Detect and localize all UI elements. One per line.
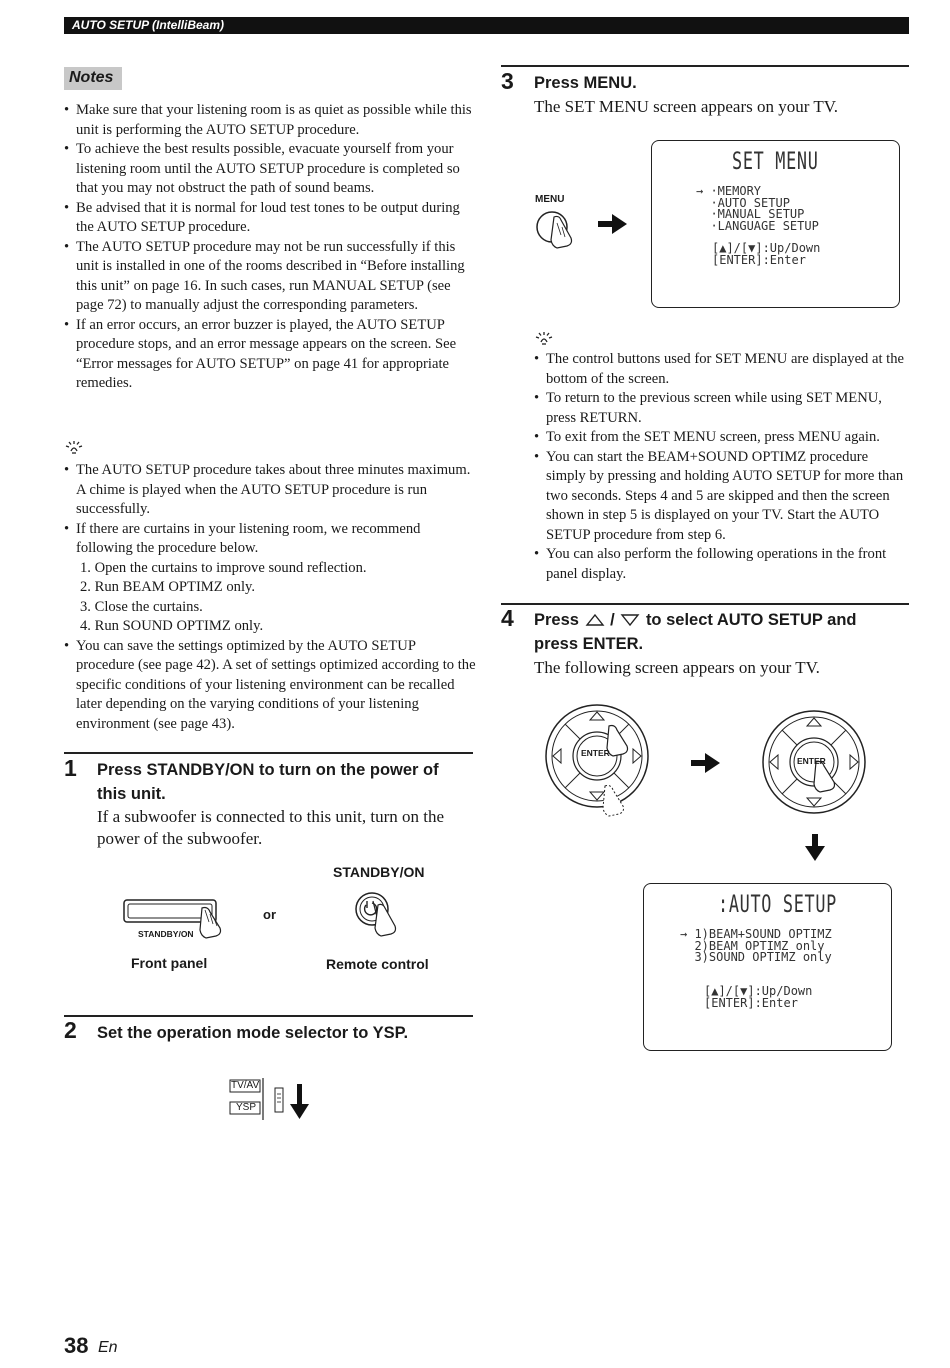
enter-button-label: ENTER: [797, 756, 826, 766]
step1-body: If a subwoofer is connected to this unit, turn on the power of the subwoofer.: [97, 807, 445, 848]
step3-number: 3: [501, 68, 514, 94]
auto-setup-screen-title: :AUTO SETUP: [718, 890, 837, 918]
step3-body: The SET MENU screen appears on your TV.: [534, 97, 839, 116]
step2-number: 2: [64, 1017, 77, 1043]
auto-setup-screen-controls: [▲]/[▼]:Up/Down [ENTER]:Enter: [704, 984, 813, 1010]
step1-heading: Press STANDBY/ON to turn on the power of this unit.: [97, 761, 439, 803]
switch-label-tvav: TV/AV: [231, 1080, 260, 1091]
step1-rule: [64, 752, 473, 754]
switch-label-ysp: YSP: [236, 1102, 257, 1113]
menu-button-illustration: [532, 207, 582, 259]
step4-body: The following screen appears on your TV.: [534, 658, 820, 677]
standby-on-label: STANDBY/ON: [333, 864, 425, 880]
step4-heading-slash: /: [610, 611, 615, 629]
note-item: • The AUTO SETUP procedure may not be run successfully if this unit is installed in one of the rooms described in “Before installing this unit” on page 16. In such cases, run MANUAL SETUP (see page 72) to manually adjust the corresponding parameters.: [64, 238, 476, 316]
or-label: or: [263, 907, 276, 922]
page-number: 38: [64, 1333, 89, 1358]
notes-tag: [64, 67, 122, 90]
set-menu-tv-screen: [651, 140, 900, 308]
procedure-step: 2. Run BEAM OPTIMZ only.: [80, 579, 255, 595]
step4-heading: [534, 608, 909, 656]
step4-heading-line2: press ENTER.: [534, 635, 644, 653]
page-language: En: [98, 1339, 118, 1356]
step3-heading: Press MENU.: [534, 74, 637, 92]
note-item: • Make sure that your listening room is as quiet as possible while this unit is performing the AUTO SETUP procedure.: [64, 101, 476, 140]
step2-heading: Set the operation mode selector to YSP.: [97, 1024, 409, 1042]
down-arrow-icon: [805, 834, 825, 862]
set-menu-screen-title: SET MENU: [732, 147, 819, 175]
auto-setup-screen-items: → 1)BEAM+SOUND OPTIMZ 2)BEAM OPTIMZ only 3)SOUND OPTIMZ only: [680, 927, 832, 964]
tip-bulb-icon: [64, 441, 84, 455]
step4-rule: [501, 603, 909, 605]
tip-item: • If there are curtains in your listening room, we recommend following the procedure below.: [64, 520, 476, 559]
step1-number: 1: [64, 755, 77, 781]
auto-setup-tv-screen: [643, 883, 892, 1051]
tip-item: • The control buttons used for SET MENU are displayed at the bottom of the screen.: [534, 350, 909, 389]
up-triangle-icon: [586, 614, 604, 626]
tips-left-list: [64, 461, 476, 734]
notes-label: Notes: [69, 69, 114, 86]
remote-power-button-illustration: [350, 889, 410, 945]
menu-button-label: MENU: [535, 194, 565, 205]
cursor-pad-illustration-1: [545, 704, 655, 819]
note-item: • To achieve the best results possible, evacuate yourself from your listening room until the AUTO SETUP procedure is completed so that you may not obstruct the path of sound beams.: [64, 140, 476, 199]
step2-rule: [64, 1015, 473, 1017]
note-item: • Be advised that it is normal for loud test tones to be output during the AUTO SETUP procedure.: [64, 199, 476, 238]
procedure-step: 3. Close the curtains.: [80, 598, 203, 615]
right-arrow-icon: [598, 214, 628, 234]
step4-number: 4: [501, 605, 514, 631]
procedure-step: 4. Run SOUND OPTIMZ only.: [80, 618, 264, 634]
step4-heading-press: Press: [534, 611, 579, 629]
step3-rule: [501, 65, 909, 67]
procedure-step: 1. Open the curtains to improve sound reflection.: [80, 559, 367, 576]
step4-heading-rest: to select AUTO SETUP and: [645, 611, 857, 629]
tip-item: • The AUTO SETUP procedure takes about three minutes maximum. A chime is played when the AUTO SETUP procedure is run successfully.: [64, 461, 476, 520]
section-title: AUTO SETUP (IntelliBeam): [72, 18, 225, 32]
down-triangle-icon: [621, 614, 639, 626]
set-menu-screen-items: → ·MEMORY ·AUTO SETUP ·MANUAL SETUP ·LANGUAGE SETUP: [696, 184, 819, 233]
tips-right-list: [534, 350, 909, 584]
tip-item: • To return to the previous screen while using SET MENU, press RETURN.: [534, 389, 909, 428]
right-arrow-icon: [691, 753, 721, 773]
notes-list: [64, 101, 476, 394]
enter-button-label: ENTER: [581, 748, 610, 758]
tip-item: • To exit from the SET MENU screen, press MENU again.: [534, 428, 909, 448]
tip-bulb-icon: [534, 332, 554, 346]
note-item: • If an error occurs, an error buzzer is played, the AUTO SETUP procedure stops, and an error message appears on the screen. See “Error messages for AUTO SETUP” on page 41 for appropriate remedies.: [64, 316, 476, 394]
set-menu-screen-controls: [▲]/[▼]:Up/Down [ENTER]:Enter: [712, 241, 821, 267]
remote-control-caption: Remote control: [326, 956, 429, 972]
section-header-band: [64, 17, 909, 34]
tip-item: • You can start the BEAM+SOUND OPTIMZ procedure simply by pressing and holding AUTO SETUP for more than two seconds. Steps 4 and 5 are skipped and then the screen shown in step 5 is displayed on your TV. Start the AUTO SETUP procedure from step 6.: [534, 448, 909, 546]
tip-item: • You can save the settings optimized by the AUTO SETUP procedure (see page 42). A set of settings optimized according to the specific conditions of your listening environment can be recalled later depending on the varying conditions of your listening environment (see page 43).: [64, 637, 476, 735]
front-panel-caption: Front panel: [131, 955, 208, 971]
tip-item: • You can also perform the following operations in the front panel display.: [534, 545, 909, 584]
front-panel-button-label: STANDBY/ON: [138, 929, 194, 939]
